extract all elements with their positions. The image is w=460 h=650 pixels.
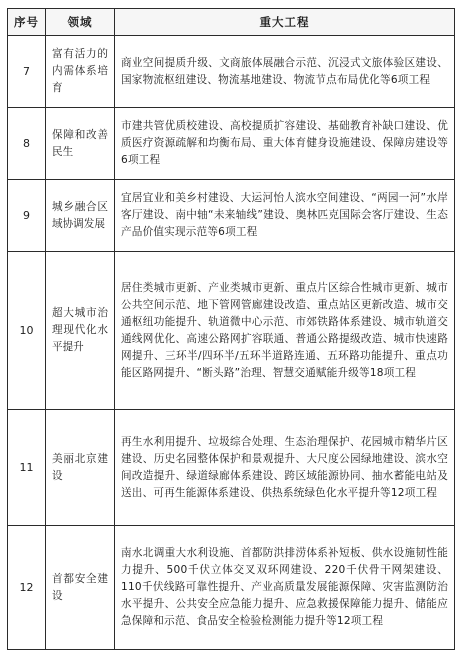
table-row — [8, 526, 455, 650]
row-project: 居住类城市更新、产业类城市更新、重点片区综合性城市更新、城市公共空间示范、地下管网管廊建设改造、重点站区更新改造、城市交通枢纽功能提升、轨道微中心示范、市郊铁路体系建设、城市轨道交通线网优化、高速公路网扩容联通、普通公路提级改造、城市快速路网提升、三环半/四环半/五环半道路连通、五环路功能提升、重点功能区路网提升、“断头路”治理、智慧交通赋能升级等18项工程 — [115, 252, 455, 410]
row-number: 8 — [8, 108, 46, 180]
row-project: 商业空间提质升级、文商旅体展融合示范、沉浸式文旅体验区建设、国家物流枢纽建设、物流基地建设、物流节点布局优化等6项工程 — [115, 36, 455, 108]
row-field: 美丽北京建设 — [46, 410, 115, 526]
row-number: 9 — [8, 180, 46, 252]
row-field: 富有活力的内需体系培育 — [46, 36, 115, 108]
table-row — [8, 36, 455, 108]
table-row — [8, 410, 455, 526]
table-row — [8, 180, 455, 252]
row-field: 首都安全建设 — [46, 526, 115, 650]
row-project: 南水北调重大水利设施、首都防洪排涝体系补短板、供水设施韧性能力提升、500千伏立体交叉双环网建设、220千伏骨干网架建设、110千伏线路可靠性提升、产业高质量发展能源保障、灾害监测防治水平提升、公共安全应急能力提升、应急救援保障能力提升、储能应急保障和示范、食品安全检验检测能力提升等12项工程 — [115, 526, 455, 650]
header-no: 序号 — [8, 9, 46, 36]
project-table-container — [7, 8, 454, 650]
table-row — [8, 252, 455, 410]
table-row — [8, 108, 455, 180]
table-header-row — [8, 9, 455, 36]
row-project: 市建共管优质校建设、高校提质扩容建设、基础教育补缺口建设、优质医疗资源疏解和均衡布局、重大体育健身设施建设、保障房建设等6项工程 — [115, 108, 455, 180]
row-field: 超大城市治理现代化水平提升 — [46, 252, 115, 410]
row-number: 7 — [8, 36, 46, 108]
row-field: 城乡融合区域协调发展 — [46, 180, 115, 252]
header-field: 领域 — [46, 9, 115, 36]
row-project: 再生水利用提升、垃圾综合处理、生态治理保护、花园城市精华片区建设、历史名园整体保护和景观提升、大尺度公园绿地建设、滨水空间改造提升、绿道绿廊体系建设、跨区域能源协同、抽水蓄能电站及送出、可再生能源体系建设、供热系统绿色化水平提升等12项工程 — [115, 410, 455, 526]
header-project: 重大工程 — [115, 9, 455, 36]
row-number: 10 — [8, 252, 46, 410]
row-project: 宜居宜业和美乡村建设、大运河怡人滨水空间建设、“两园一河”水岸客厅建设、南中轴“未来轴线”建设、奥林匹克国际会客厅建设、生态产品价值实现示范等6项工程 — [115, 180, 455, 252]
row-field: 保障和改善民生 — [46, 108, 115, 180]
row-number: 11 — [8, 410, 46, 526]
major-projects-table — [7, 8, 455, 650]
row-number: 12 — [8, 526, 46, 650]
